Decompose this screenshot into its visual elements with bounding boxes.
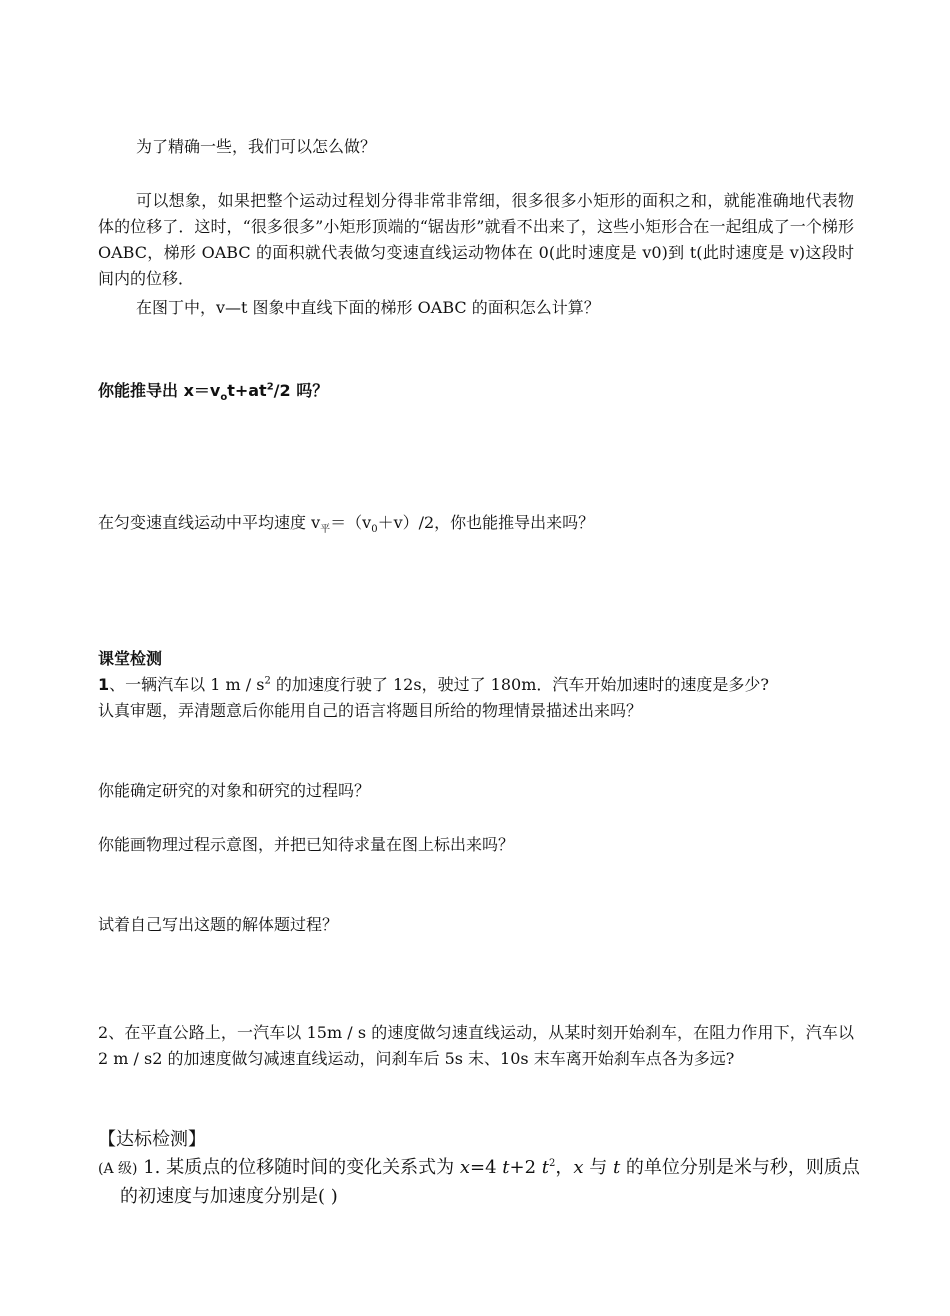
exercise-1-hint-describe: 认真审题，弄清题意后你能用自己的语言将题目所给的物理情景描述出来吗？ xyxy=(98,701,643,720)
text: ＝（v xyxy=(330,513,372,532)
subscript: 平 xyxy=(320,524,331,536)
question-average-velocity xyxy=(98,510,854,536)
text: =4 xyxy=(469,1157,503,1178)
question-derive-displacement xyxy=(98,378,854,404)
subscript: 0 xyxy=(371,524,378,536)
text: 在匀变速直线运动中平均速度 v xyxy=(98,513,321,532)
text: 的加速度行驶了 12s，驶过了 180m．汽车开始加速时的速度是多少? xyxy=(270,675,769,694)
a-level-question-1 xyxy=(98,1154,876,1211)
level-tag: (A 级) xyxy=(98,1161,138,1177)
superscript: 2 xyxy=(548,1158,556,1169)
text: 与 xyxy=(583,1157,613,1178)
var-t: t xyxy=(502,1157,510,1178)
text: 1. 某质点的位移随时间的变化关系式为 xyxy=(137,1157,460,1178)
text: ＋v）/2，你也能推导出来吗？ xyxy=(377,513,595,532)
subscript: o xyxy=(220,392,228,404)
text: 、一辆汽车以 1 m / s xyxy=(109,675,265,694)
exercise-1-hint-solution: 试着自己写出这题的解体题过程？ xyxy=(98,915,339,934)
var-t: t xyxy=(612,1157,621,1178)
exercise-1 xyxy=(98,672,854,698)
text: ， xyxy=(555,1157,574,1178)
text: +2 xyxy=(509,1157,542,1178)
text: t+at xyxy=(227,381,267,400)
exercise-1-hint-object: 你能确定研究的对象和研究的过程吗？ xyxy=(98,781,371,800)
superscript: 2 xyxy=(264,675,271,687)
paragraph-explanation: 可以想象，如果把整个运动过程划分得非常非常细，很多很多小矩形的面积之和，就能准确地代表物体的位移了．这时，“很多很多”小矩形顶端的“锯齿形”就看不出来了，这些小矩形合在一起组成了一个梯形 OABC，梯形 OABC 的面积就代表做匀变速直线运动物体在 0(此时速度是 v0)到 t(此时速度是 v)这段时间内的位移． xyxy=(98,191,854,288)
var-x: x xyxy=(573,1157,584,1178)
text: 的单位分别是米与秒，则质点的初速度与加速度分别是( ) xyxy=(120,1157,860,1207)
exercise-number: 1 xyxy=(98,675,110,694)
text: 你能推导出 x＝v xyxy=(98,381,221,400)
paragraph-trapezoid-question: 在图丁中，v—t 图象中直线下面的梯形 OABC 的面积怎么计算？ xyxy=(136,298,600,317)
section-title-standard-check: 【达标检测】 xyxy=(98,1129,206,1150)
text: /2 吗？ xyxy=(273,381,329,400)
exercise-2: 2、在平直公路上，一汽车以 15m / s 的速度做匀速直线运动，从某时刻开始刹车，在阻力作用下，汽车以 2 m / s2 的加速度做匀减速直线运动，问刹车后 5s 末、10s 末车离开始刹车点各为多远? xyxy=(98,1023,854,1068)
exercise-1-hint-diagram: 你能画物理过程示意图，并把已知待求量在图上标出来吗？ xyxy=(98,835,515,854)
superscript: 2 xyxy=(266,381,274,393)
var-t: t xyxy=(541,1157,549,1178)
paragraph-question-precision: 为了精确一些，我们可以怎么做？ xyxy=(136,137,377,156)
section-title-classroom-check: 课堂检测 xyxy=(98,649,163,668)
var-x: x xyxy=(459,1157,470,1178)
